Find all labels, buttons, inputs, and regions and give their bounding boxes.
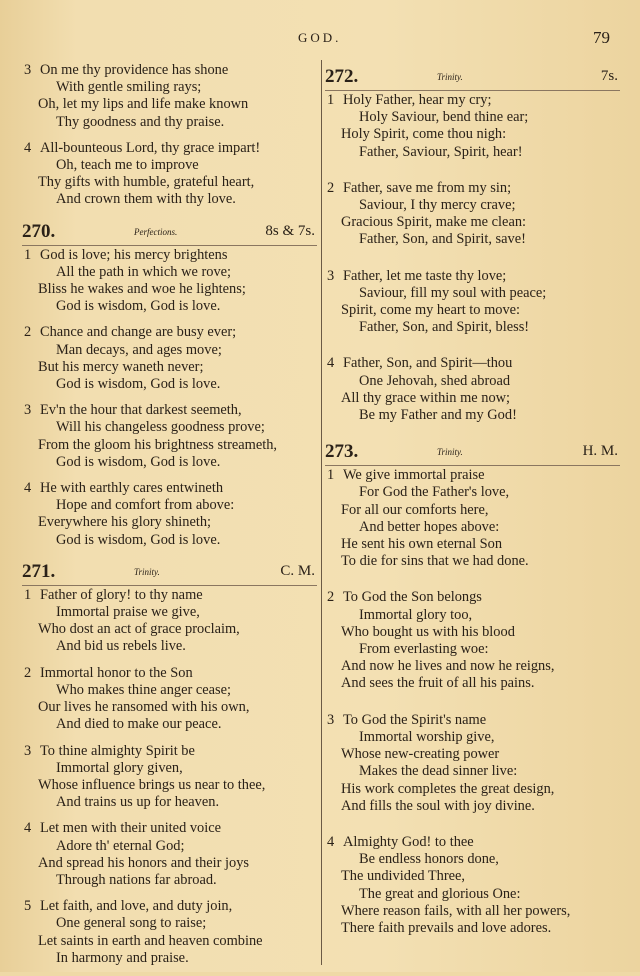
verse-line bbox=[22, 699, 317, 716]
verse-line bbox=[325, 268, 620, 285]
left-column bbox=[22, 62, 317, 976]
hymn-title: Trinity. bbox=[437, 72, 463, 82]
verse-text: God is wisdom, God is love. bbox=[56, 453, 221, 470]
hymn-meter: 7s. bbox=[600, 68, 618, 84]
verse-line bbox=[325, 197, 620, 214]
verse-text: Holy Spirit, come thou nigh: bbox=[341, 126, 507, 143]
verse-number: 1 bbox=[24, 586, 32, 603]
verse-text: Let saints in earth and heaven combine bbox=[38, 932, 263, 949]
verse-line bbox=[22, 514, 317, 531]
verse bbox=[325, 467, 620, 570]
hymn-continuation bbox=[22, 62, 317, 209]
verse-text: His work completes the great design, bbox=[341, 780, 555, 797]
hymn-rule bbox=[22, 585, 317, 586]
verse-text: Thy goodness and thy praise. bbox=[56, 113, 225, 130]
verse-line bbox=[22, 96, 317, 113]
verse-text: Let men with their united voice bbox=[40, 820, 222, 837]
verse-line bbox=[22, 950, 317, 967]
verse-line bbox=[22, 872, 317, 889]
verse-line bbox=[325, 126, 620, 143]
verse-number: 4 bbox=[327, 833, 335, 850]
verse-text: He with earthly cares entwineth bbox=[40, 480, 224, 497]
verse-text: In harmony and praise. bbox=[56, 949, 189, 966]
verse-text: All the path in which we rove; bbox=[56, 263, 232, 280]
verse-text: Immortal glory too, bbox=[359, 606, 473, 623]
hymn-heading bbox=[22, 220, 317, 245]
verse-text: Father of glory! to thy name bbox=[40, 586, 203, 603]
verse-text: From everlasting woe: bbox=[359, 641, 489, 658]
verse-text: Man decays, and ages move; bbox=[56, 341, 222, 358]
verse-line bbox=[22, 264, 317, 281]
verse-line bbox=[22, 532, 317, 549]
verse-line bbox=[325, 231, 620, 248]
verse-line bbox=[22, 281, 317, 298]
verse-text: Almighty God! to thee bbox=[343, 833, 474, 850]
verse-text: And crown them with thy love. bbox=[56, 191, 236, 208]
verse-text: And now he lives and now he reigns, bbox=[341, 658, 555, 675]
verse bbox=[22, 62, 317, 131]
verse-line bbox=[325, 589, 620, 606]
verse bbox=[22, 140, 317, 209]
hymn-number: 273. bbox=[325, 441, 359, 463]
verse-text: Let faith, and love, and duty join, bbox=[40, 898, 233, 915]
verse-line bbox=[22, 497, 317, 514]
verse-text: To thine almighty Spirit be bbox=[40, 742, 195, 759]
verse-line bbox=[22, 743, 317, 760]
verse-line bbox=[22, 838, 317, 855]
verse-line bbox=[22, 247, 317, 264]
verse-number: 5 bbox=[24, 898, 32, 915]
hymn-meter: 8s & 7s. bbox=[265, 222, 315, 239]
verse-text: God is wisdom, God is love. bbox=[56, 298, 221, 315]
verse-text: Spirit, come my heart to move: bbox=[341, 302, 521, 319]
verse-text: For God the Father's love, bbox=[359, 484, 510, 501]
verse-line bbox=[22, 298, 317, 315]
verse-text: Be endless honors done, bbox=[359, 851, 499, 868]
verse-text: God is wisdom, God is love. bbox=[56, 531, 221, 548]
verse-text: God is wisdom, God is love. bbox=[56, 376, 221, 393]
verse-number: 2 bbox=[327, 589, 335, 606]
verse-line bbox=[22, 79, 317, 96]
verse-text: And bid us rebels live. bbox=[56, 638, 186, 655]
verse-line bbox=[325, 180, 620, 197]
hymn-rule bbox=[325, 465, 620, 466]
hymn-block bbox=[325, 443, 620, 937]
verse-text: Father, save me from my sin; bbox=[343, 179, 512, 196]
verse-line bbox=[325, 607, 620, 624]
verse-text: Ev'n the hour that darkest seemeth, bbox=[40, 402, 242, 419]
verse-text: There faith prevails and love adores. bbox=[341, 919, 552, 936]
verse bbox=[325, 589, 620, 692]
verse-text: Who makes thine anger cease; bbox=[56, 681, 232, 698]
verse-line bbox=[325, 851, 620, 868]
verse-number: 4 bbox=[24, 820, 32, 837]
verse-text: For all our comforts here, bbox=[341, 501, 489, 518]
verse-line bbox=[22, 933, 317, 950]
verse-text: Makes the dead sinner live: bbox=[359, 763, 518, 780]
verse-text: Father, Son, and Spirit—thou bbox=[343, 355, 513, 372]
verse-number: 2 bbox=[327, 179, 335, 196]
right-column bbox=[325, 62, 620, 956]
page-header bbox=[0, 28, 640, 50]
verse-line bbox=[22, 820, 317, 837]
verse bbox=[22, 402, 317, 471]
verse-line bbox=[325, 763, 620, 780]
verse-line bbox=[325, 407, 620, 424]
verse bbox=[22, 480, 317, 549]
verse-line bbox=[22, 621, 317, 638]
verse-line bbox=[325, 355, 620, 372]
verse-line bbox=[22, 402, 317, 419]
verse-line bbox=[325, 903, 620, 920]
verse-text: Immortal honor to the Son bbox=[40, 664, 193, 681]
verse-text: Immortal praise we give, bbox=[56, 604, 200, 621]
verse-line bbox=[22, 157, 317, 174]
verse bbox=[325, 355, 620, 424]
verse-line bbox=[22, 665, 317, 682]
verse-line bbox=[325, 144, 620, 161]
hymn-rule bbox=[325, 90, 620, 91]
verse-text: Where reason fails, with all her powers, bbox=[341, 902, 571, 919]
hymn-heading bbox=[22, 560, 317, 585]
verse-line bbox=[325, 729, 620, 746]
hymn-heading bbox=[325, 443, 620, 465]
verse-line bbox=[325, 390, 620, 407]
verse-line bbox=[22, 682, 317, 699]
hymn-title: Trinity. bbox=[437, 447, 463, 458]
verse bbox=[22, 898, 317, 967]
verse-text: Oh, let my lips and life make known bbox=[38, 96, 249, 113]
verse-line bbox=[325, 712, 620, 729]
verse-text: Thy gifts with humble, grateful heart, bbox=[38, 174, 255, 191]
verse-text: God is love; his mercy brightens bbox=[40, 246, 228, 263]
verse-text: Through nations far abroad. bbox=[56, 871, 217, 888]
verse bbox=[325, 180, 620, 249]
verse-line bbox=[325, 484, 620, 501]
verse-text: Hope and comfort from above: bbox=[56, 497, 235, 514]
verse-line bbox=[325, 536, 620, 553]
verse-number: 2 bbox=[24, 664, 32, 681]
verse-text: Father, Son, and Spirit, bless! bbox=[359, 319, 530, 336]
verse-text: Immortal glory given, bbox=[56, 759, 183, 776]
verse-number: 1 bbox=[24, 246, 32, 263]
verse-text: Holy Saviour, bend thine ear; bbox=[359, 109, 529, 126]
verse-text: To God the Son belongs bbox=[343, 589, 482, 606]
verse-number: 1 bbox=[327, 92, 335, 108]
verse-line bbox=[22, 419, 317, 436]
verse-text: And died to make our peace. bbox=[56, 716, 222, 733]
verse-line bbox=[325, 746, 620, 763]
hymn-block bbox=[22, 560, 317, 967]
verse-line bbox=[325, 624, 620, 641]
verse-text: Everywhere his glory shineth; bbox=[38, 514, 212, 531]
verse-line bbox=[22, 604, 317, 621]
verse-text: And sees the fruit of all his pains. bbox=[341, 675, 535, 692]
hymn-block bbox=[22, 220, 317, 549]
verse-text: Will his changeless goodness prove; bbox=[56, 419, 265, 436]
verse-line bbox=[325, 868, 620, 885]
verse-line bbox=[22, 855, 317, 872]
verse-line bbox=[325, 886, 620, 903]
verse-line bbox=[325, 641, 620, 658]
verse-text: Father, Saviour, Spirit, hear! bbox=[359, 143, 523, 160]
verse-text: Adore th' eternal God; bbox=[56, 837, 185, 854]
verse-line bbox=[325, 834, 620, 851]
verse bbox=[22, 587, 317, 656]
column-divider bbox=[321, 60, 322, 965]
verse-text: And fills the soul with joy divine. bbox=[341, 797, 535, 814]
running-title: GOD. bbox=[298, 30, 342, 45]
verse-text: And trains us up for heaven. bbox=[56, 794, 220, 811]
verse-number: 3 bbox=[327, 267, 335, 284]
verse-line bbox=[22, 915, 317, 932]
verse-number: 1 bbox=[327, 467, 335, 484]
verse-text: Be my Father and my God! bbox=[359, 407, 517, 424]
verse-line bbox=[22, 480, 317, 497]
verse-text: Gracious Spirit, make me clean: bbox=[341, 214, 527, 231]
verse-number: 3 bbox=[327, 711, 335, 728]
verse bbox=[325, 268, 620, 337]
verse-text: One Jehovah, shed abroad bbox=[359, 372, 511, 389]
verse-line bbox=[325, 553, 620, 570]
verse-line bbox=[325, 798, 620, 815]
verse-line bbox=[22, 114, 317, 131]
verse-text: We give immortal praise bbox=[343, 467, 485, 484]
verse bbox=[22, 247, 317, 316]
verse-line bbox=[22, 376, 317, 393]
hymn-number: 271. bbox=[22, 560, 56, 582]
hymn-meter: H. M. bbox=[582, 443, 618, 460]
verse-text: Bliss he wakes and woe he lightens; bbox=[38, 281, 246, 298]
verse-text: Saviour, I thy mercy crave; bbox=[359, 197, 516, 214]
verse-text: On me thy providence has shone bbox=[40, 62, 229, 78]
verse-number: 3 bbox=[24, 402, 32, 419]
verse-line bbox=[325, 302, 620, 319]
verse-text: Who dost an act of grace proclaim, bbox=[38, 621, 240, 638]
verse-text: Who bought us with his blood bbox=[341, 623, 515, 640]
hymn-meter: C. M. bbox=[280, 562, 315, 579]
hymn-title: Trinity. bbox=[134, 566, 160, 577]
verse-line bbox=[22, 342, 317, 359]
page-number: 79 bbox=[593, 28, 610, 47]
verse-line bbox=[22, 140, 317, 157]
verse-text: Oh, teach me to improve bbox=[56, 157, 199, 174]
hymn-number: 270. bbox=[22, 220, 56, 242]
verse-line bbox=[22, 898, 317, 915]
verse-text: He sent his own eternal Son bbox=[341, 536, 503, 553]
verse-text: Father, let me taste thy love; bbox=[343, 267, 507, 284]
verse-text: And spread his honors and their joys bbox=[38, 854, 250, 871]
verse-text: All thy grace within me now; bbox=[341, 389, 511, 406]
verse-text: Saviour, fill my soul with peace; bbox=[359, 284, 547, 301]
verse-line bbox=[325, 285, 620, 302]
verse-text: Chance and change are busy ever; bbox=[40, 324, 237, 341]
verse-line bbox=[22, 324, 317, 341]
verse bbox=[325, 834, 620, 937]
verse-line bbox=[22, 454, 317, 471]
verse-line bbox=[22, 587, 317, 604]
verse-text: Immortal worship give, bbox=[359, 728, 495, 745]
verse-line bbox=[325, 675, 620, 692]
verse-line bbox=[22, 777, 317, 794]
verse-number: 3 bbox=[24, 742, 32, 759]
verse-line bbox=[22, 437, 317, 454]
verse-text: From the gloom his brightness streameth, bbox=[38, 436, 278, 453]
verse-text: Our lives he ransomed with his own, bbox=[38, 699, 250, 716]
verse-line bbox=[325, 92, 620, 109]
verse-number: 4 bbox=[24, 139, 32, 156]
verse-line bbox=[325, 658, 620, 675]
hymn-number: 272. bbox=[325, 66, 359, 87]
verse-text: Whose influence brings us near to thee, bbox=[38, 776, 266, 793]
verse-line bbox=[325, 467, 620, 484]
verse-text: All-bounteous Lord, thy grace impart! bbox=[40, 139, 261, 156]
verse-text: And better hopes above: bbox=[359, 518, 500, 535]
verse-line bbox=[325, 519, 620, 536]
verse-line bbox=[22, 174, 317, 191]
verse bbox=[22, 324, 317, 393]
verse-line bbox=[325, 920, 620, 937]
hymn-title: Perfections. bbox=[134, 226, 178, 237]
verse-line bbox=[325, 214, 620, 231]
hymn-heading bbox=[325, 68, 620, 90]
verse-line bbox=[22, 638, 317, 655]
verse-text: Father, Son, and Spirit, save! bbox=[359, 231, 526, 248]
verse-number: 3 bbox=[24, 62, 32, 78]
verse-text: Holy Father, hear my cry; bbox=[343, 92, 492, 108]
verse bbox=[22, 743, 317, 812]
verse-line bbox=[325, 373, 620, 390]
verse bbox=[22, 820, 317, 889]
verse-text: To God the Spirit's name bbox=[343, 711, 487, 728]
verse-text: With gentle smiling rays; bbox=[56, 79, 202, 96]
verse-number: 4 bbox=[24, 480, 32, 497]
hymn-block bbox=[325, 68, 620, 424]
verse-line bbox=[22, 191, 317, 208]
hymn-rule bbox=[22, 245, 317, 246]
verse-text: The undivided Three, bbox=[341, 868, 466, 885]
verse-text: But his mercy waneth never; bbox=[38, 358, 204, 375]
verse-text: The great and glorious One: bbox=[359, 885, 521, 902]
verse-number: 2 bbox=[24, 324, 32, 341]
verse-text: Whose new-creating power bbox=[341, 746, 500, 763]
verse bbox=[325, 712, 620, 815]
verse bbox=[22, 665, 317, 734]
verse-number: 4 bbox=[327, 355, 335, 372]
verse-line bbox=[22, 716, 317, 733]
verse bbox=[325, 92, 620, 161]
verse-line bbox=[325, 781, 620, 798]
verse-line bbox=[22, 794, 317, 811]
verse-line bbox=[22, 760, 317, 777]
verse-text: One general song to raise; bbox=[56, 915, 207, 932]
verse-line bbox=[22, 62, 317, 79]
verse-line bbox=[325, 109, 620, 126]
verse-line bbox=[325, 502, 620, 519]
verse-line bbox=[22, 359, 317, 376]
verse-line bbox=[325, 319, 620, 336]
verse-text: To die for sins that we had done. bbox=[341, 553, 529, 570]
